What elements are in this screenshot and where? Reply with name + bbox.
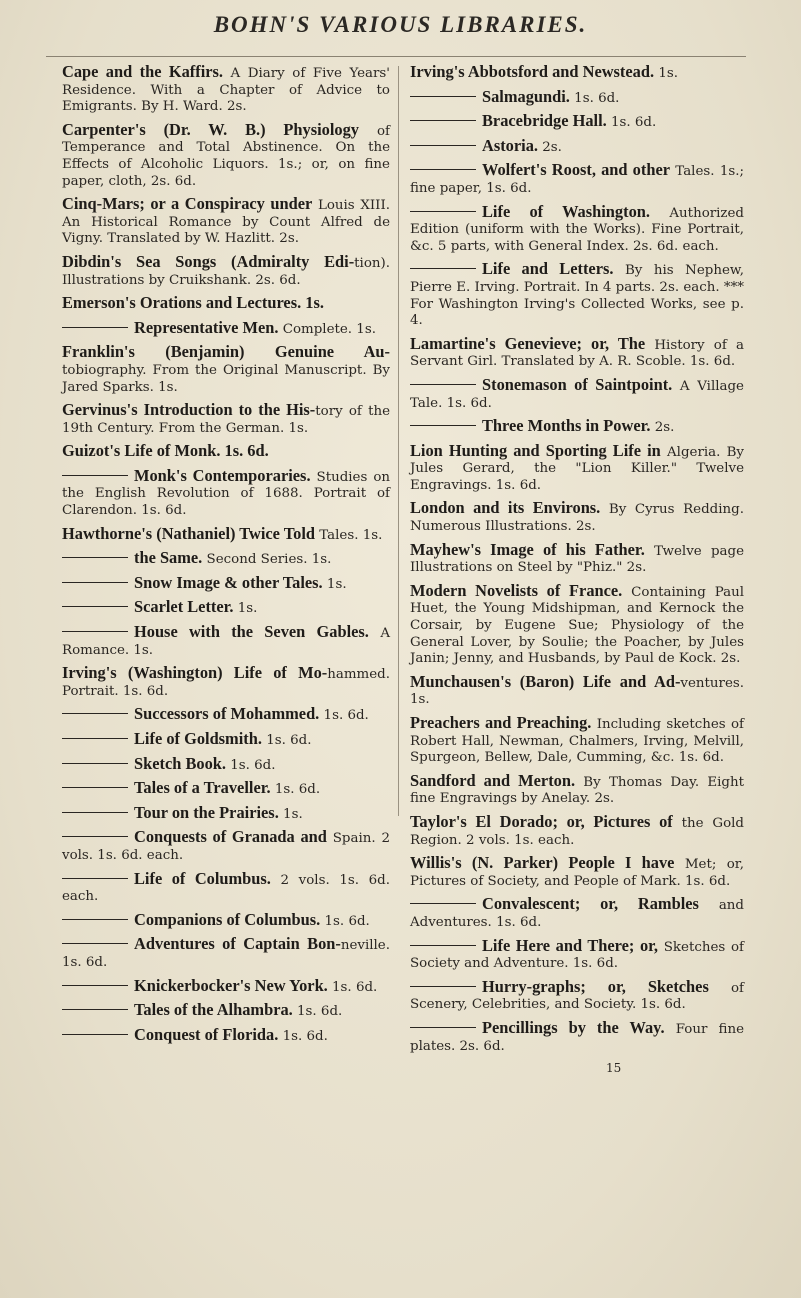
catalogue-entry — [62, 597, 390, 618]
ditto-dash — [410, 945, 476, 946]
catalogue-entry — [410, 259, 744, 329]
entry-title: Astoria. — [482, 135, 538, 155]
ditto-dash — [410, 169, 476, 170]
entry-title: Tour on the Prairies. — [134, 802, 279, 822]
entry-title: Stonemason of Saintpoint. — [482, 374, 673, 394]
entry-details: 1s. 6d. — [320, 913, 370, 929]
entry-details: 1s. 6d. — [226, 757, 276, 773]
entry-details: neville. 1s. 6d. — [62, 938, 390, 970]
catalogue-entry — [410, 936, 744, 973]
entry-details: Tales. 1s.; fine paper, 1s. 6d. — [410, 164, 744, 196]
entry-title: Preachers and Preaching. — [410, 713, 592, 732]
catalogue-entry — [410, 62, 744, 83]
entry-title: Tales of a Traveller. — [134, 778, 271, 798]
entry-title: Scarlet Letter. — [134, 597, 234, 617]
entry-details: Complete. 1s. — [278, 321, 376, 337]
entry-title: Sandford and Merton. — [410, 770, 576, 790]
entry-title: Irving's (Washington) Life of Mo- — [62, 663, 328, 683]
entry-details: 1s. — [233, 601, 258, 617]
ditto-dash — [410, 384, 476, 385]
entry-title: Sketch Book. — [134, 753, 226, 773]
catalogue-entry — [62, 934, 390, 971]
entry-title: Successors of Mohammed. — [134, 704, 320, 724]
entry-details: of Scenery, Celebrities, and Society. 1s. 6d. — [410, 980, 744, 1013]
entry-title: Representative Men. — [134, 317, 279, 337]
entry-details: 1s. 6d. — [278, 1028, 328, 1044]
catalogue-entry — [62, 441, 390, 462]
entry-details: 2s. — [538, 139, 562, 155]
entry-title: Taylor's El Dorado; or, Pictures of — [410, 811, 673, 831]
entry-details: tobiography. From the Original Manuscript. By Jared Sparks. 1s. — [62, 362, 390, 395]
catalogue-entry — [62, 548, 390, 569]
entry-details: tory of the 19th Century. From the German. 1s. — [62, 404, 390, 436]
entry-title: Three Months in Power. — [482, 416, 651, 436]
catalogue-entry — [62, 778, 390, 799]
ditto-dash — [62, 713, 128, 714]
ditto-dash — [410, 1027, 476, 1028]
entry-details: ventures. 1s. — [410, 675, 744, 708]
entry-details: 1s. 6d. — [327, 979, 378, 995]
catalogue-entry — [62, 342, 390, 396]
catalogue-entry — [410, 853, 744, 890]
ditto-dash — [410, 903, 476, 904]
ditto-dash — [62, 787, 128, 788]
entry-title: Hawthorne's (Nathaniel) Twice Told — [62, 523, 316, 543]
entry-title: Life and Letters. — [482, 259, 614, 279]
entry-details: Twelve page Illustrations on Steel by "Phiz." 2s. — [410, 543, 744, 576]
catalogue-entry — [410, 136, 744, 157]
entry-title: Salmagundi. — [482, 86, 570, 106]
ditto-dash — [62, 582, 128, 583]
entry-details: Containing Paul Huet, the Young Midshipman, and Kernock the Corsair, by Eugene Sue; Physiology of the General Lover, by Soulie; the Poacher, by Jules Janin; Jenny, and Husbands, by Paul de Kock. 2s. — [410, 584, 745, 667]
entry-title: Wolfert's Roost, and other — [482, 160, 670, 180]
catalogue-entry — [410, 441, 744, 495]
entry-title: Conquests of Granada and — [134, 827, 327, 847]
entry-title: Bracebridge Hall. — [482, 111, 607, 131]
catalogue-entry — [410, 87, 744, 108]
catalogue-entry — [62, 827, 390, 864]
entry-title: Life Here and There; or, — [482, 935, 659, 955]
entry-title: House with the Seven Gables. — [134, 622, 369, 642]
catalogue-entry — [62, 622, 390, 659]
entry-title: Munchausen's (Baron) Life and Ad- — [410, 671, 681, 691]
entry-details: 1s. 6d. — [261, 733, 312, 748]
entry-details: By Cyrus Redding. Numerous Illustrations. 2s. — [410, 502, 744, 535]
catalogue-entry — [410, 581, 744, 668]
catalogue-entry — [62, 573, 390, 594]
entry-details: Sketches of Society and Adventure. 1s. 6d. — [410, 939, 745, 972]
catalogue-entry — [410, 812, 744, 849]
ditto-dash — [62, 475, 128, 476]
catalogue-entry — [62, 910, 390, 931]
entry-title: Modern Novelists of France. — [410, 580, 623, 600]
entry-title: Cinq-Mars; or a Conspiracy under — [62, 194, 313, 214]
catalogue-entry — [410, 1018, 744, 1055]
catalogue-entry — [410, 977, 744, 1014]
catalogue-entry — [62, 120, 390, 190]
entry-details: 1s. — [654, 66, 678, 81]
entry-details: 1s. — [278, 806, 303, 822]
catalogue-entry — [62, 754, 390, 775]
entry-details: History of a Servant Girl. Translated by A. R. Scoble. 1s. 6d. — [410, 337, 745, 370]
entry-details: of Temperance and Total Abstinence. On the Effects of Alcoholic Liquors. 1s.; or, on fine paper, cloth, 2s. 6d. — [62, 123, 391, 189]
catalogue-entry — [410, 894, 744, 931]
ditto-dash — [62, 836, 128, 837]
entry-title: Willis's (N. Parker) People I have — [410, 853, 675, 873]
entry-title: Dibdin's Sea Songs (Admiralty Edi- — [62, 251, 355, 271]
ditto-dash — [62, 631, 128, 632]
entry-title: Life of Washington. — [482, 201, 650, 221]
catalogue-entry — [410, 416, 744, 437]
catalogue-entry — [62, 466, 390, 520]
entry-title: Cape and the Kaffirs. — [62, 62, 224, 81]
ditto-dash — [62, 763, 128, 764]
entry-details: Louis XIII. An Historical Romance by Count Alfred de Vigny. Translated by W. Hazlitt. 2s. — [62, 198, 390, 247]
entry-details: Studies on the English Revolution of 1688. Portrait of Clarendon. 1s. 6d. — [62, 469, 391, 519]
ditto-dash — [62, 738, 128, 739]
entry-details: tion). Illustrations by Cruikshank. 2s. 6d. — [62, 255, 390, 288]
entry-title: Companions of Columbus. — [134, 909, 321, 929]
catalogue-entry — [62, 400, 390, 437]
catalogue-entry — [62, 252, 390, 289]
entry-title: Adventures of Captain Bon- — [134, 934, 341, 954]
catalogue-entry — [62, 976, 390, 997]
entry-details: Tales. 1s. — [315, 527, 383, 543]
entry-title: Gervinus's Introduction to the His- — [62, 400, 316, 420]
ditto-dash — [62, 557, 128, 558]
ditto-dash — [410, 211, 476, 212]
entry-title: London and its Environs. — [410, 498, 601, 518]
ditto-dash — [62, 1034, 128, 1035]
entry-details: Including sketches of Robert Hall, Newman, Chalmers, Irving, Melvill, Spurgeon, Bellew, Dale, Cumming, &c. 1s. 6d. — [410, 717, 745, 766]
catalogue-entry — [410, 713, 744, 767]
catalogue-entry — [410, 771, 744, 808]
entry-title: Monk's Contemporaries. — [134, 465, 311, 485]
catalogue-entry — [62, 62, 390, 116]
entry-details: Authorized Edition (uniform with the Works). Fine Portrait, &c. 5 parts, with General Index. 2s. 6d. each. — [410, 205, 744, 254]
entry-title: Hurry-graphs; or, Sketches — [482, 976, 709, 996]
page-header: BOHN'S VARIOUS LIBRARIES. — [213, 12, 588, 37]
entry-title: Life of Columbus. — [134, 868, 271, 888]
header-rule — [46, 56, 746, 57]
entry-details: Spain. 2 vols. 1s. 6d. each. — [62, 831, 390, 863]
entry-title: Emerson's Orations and Lectures. 1s. — [62, 293, 324, 313]
ditto-dash — [410, 145, 476, 146]
page-number: 15 — [606, 1061, 622, 1075]
entry-details: the Gold Region. 2 vols. 1s. each. — [410, 815, 744, 848]
right-column — [410, 62, 744, 1059]
catalogue-entry — [62, 663, 390, 700]
entry-details: By Thomas Day. Eight fine Engravings by Anelay. 2s. — [410, 774, 744, 807]
entry-details: 1s. 6d. — [606, 115, 657, 131]
ditto-dash — [62, 985, 128, 986]
left-column — [62, 62, 390, 1049]
ditto-dash — [62, 878, 128, 879]
ditto-dash — [62, 606, 128, 607]
entry-details: Four fine plates. 2s. 6d. — [410, 1021, 745, 1054]
entry-title: Pencillings by the Way. — [482, 1017, 665, 1037]
entry-details: 1s. 6d. — [569, 90, 620, 106]
entry-details: Algeria. By Jules Gerard, the "Lion Killer." Twelve Engravings. 1s. 6d. — [410, 444, 744, 493]
entry-details: A Village Tale. 1s. 6d. — [410, 378, 744, 411]
entry-details: 2s. — [650, 420, 675, 436]
entry-title: Snow Image & other Tales. — [134, 572, 323, 592]
entry-details: A Romance. 1s. — [62, 626, 390, 658]
ditto-dash — [62, 1009, 128, 1010]
ditto-dash — [410, 986, 476, 987]
entry-title: Carpenter's (Dr. W. B.) Physiology — [62, 119, 359, 139]
catalogue-entry — [62, 869, 390, 906]
ditto-dash — [410, 120, 476, 121]
catalogue-entry — [410, 540, 744, 577]
catalogue-entry — [62, 293, 390, 314]
column-divider — [398, 66, 399, 816]
catalogue-entry — [410, 160, 744, 197]
entry-details: 1s. 6d. — [319, 708, 369, 724]
entry-title: the Same. — [134, 548, 203, 568]
ditto-dash — [62, 943, 128, 944]
entry-details: Met; or, Pictures of Society, and People of Mark. 1s. 6d. — [410, 857, 744, 889]
entry-title: Lamartine's Genevieve; or, The — [410, 333, 646, 353]
entry-details: Second Series. 1s. — [202, 552, 332, 568]
entry-title: Knickerbocker's New York. — [134, 975, 328, 995]
entry-title: Tales of the Alhambra. — [134, 1000, 293, 1020]
entry-details: 1s. 6d. — [270, 782, 321, 798]
entry-details: 1s. 6d. — [292, 1004, 343, 1020]
entry-title: Franklin's (Benjamin) Genuine Au- — [62, 342, 390, 362]
entry-title: Irving's Abbotsford and Newstead. — [410, 62, 655, 81]
catalogue-entry — [62, 729, 390, 750]
entry-details: 2 vols. 1s. 6d. each. — [62, 872, 390, 905]
catalogue-entry — [410, 111, 744, 132]
entry-title: Life of Goldsmith. — [134, 729, 262, 748]
entry-title: Conquest of Florida. — [134, 1024, 279, 1044]
catalogue-entry — [62, 1000, 390, 1021]
catalogue-entry — [410, 672, 744, 709]
entry-title: Mayhew's Image of his Father. — [410, 539, 645, 559]
catalogue-entry — [410, 375, 744, 412]
ditto-dash — [410, 268, 476, 269]
entry-title: Lion Hunting and Sporting Life in — [410, 440, 661, 460]
entry-details: 1s. — [322, 576, 347, 592]
catalogue-entry — [62, 704, 390, 725]
ditto-dash — [410, 425, 476, 426]
entry-title: Guizot's Life of Monk. 1s. 6d. — [62, 441, 269, 461]
ditto-dash — [62, 812, 128, 813]
catalogue-entry — [410, 334, 744, 371]
catalogue-entry — [410, 498, 744, 535]
entry-details: and Adventures. 1s. 6d. — [410, 898, 744, 930]
catalogue-entry — [62, 318, 390, 339]
catalogue-entry — [62, 524, 390, 545]
ditto-dash — [410, 96, 476, 97]
entry-details: By his Nephew, Pierre E. Irving. Portrait. In 4 parts. 2s. each. *** For Washington Irving's Collected Works, see p. 4. — [410, 263, 745, 329]
ditto-dash — [62, 919, 128, 920]
ditto-dash — [62, 327, 128, 328]
catalogue-entry — [62, 194, 390, 248]
catalogue-entry — [62, 803, 390, 824]
entry-title: Convalescent; or, Rambles — [482, 894, 699, 914]
catalogue-entry — [62, 1025, 390, 1046]
entry-details: A Diary of Five Years' Residence. With a Chapter of Advice to Emigrants. By H. Ward. 2s. — [62, 66, 390, 115]
entry-details: hammed. Portrait. 1s. 6d. — [62, 667, 390, 699]
catalogue-entry — [410, 202, 744, 256]
